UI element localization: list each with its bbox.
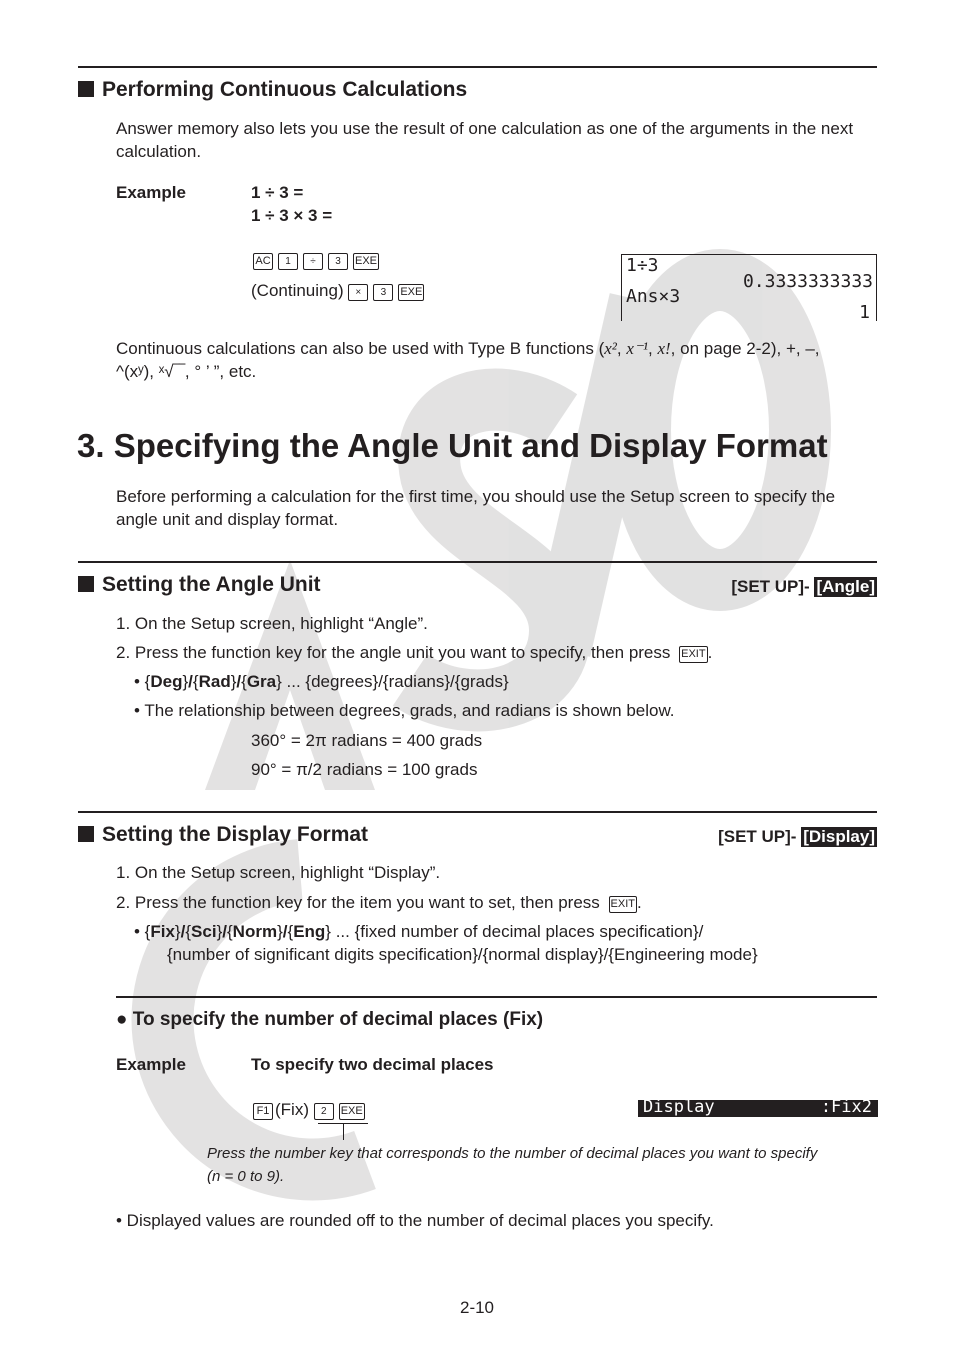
square-bullet-icon: [78, 576, 94, 592]
example-line-2: 1 ÷ 3 × 3 =: [251, 206, 333, 225]
exit-key[interactable]: EXIT: [609, 896, 637, 913]
f1-key[interactable]: F1: [253, 1103, 273, 1120]
angle-menu-tag: [Angle]: [816, 577, 875, 596]
example-label: Example: [116, 183, 186, 202]
pointer-stem: [343, 1123, 344, 1140]
fix-key-sequence: [253, 1098, 370, 1121]
fix-note-1: Press the number key that corresponds to the number of decimal places you want to specify: [207, 1145, 818, 1162]
angle-relationship: • The relationship between degrees, grads, and radians is shown below.: [134, 701, 675, 720]
chapter-title: 3. Specifying the Angle Unit and Display Format: [77, 427, 828, 464]
key-sequence-1: [253, 252, 384, 270]
display-menu-tag: [Display]: [803, 827, 875, 846]
divide-key[interactable]: ÷: [303, 253, 323, 270]
angle-options: • {Deg}/{Rad}/{Gra} ... {degrees}/{radians}/{grads}: [134, 672, 509, 691]
screen-line-2-expr: Ans×3: [626, 286, 681, 307]
angle-equation-1: 360° = 2π radians = 400 grads: [251, 731, 483, 750]
example-line-1: 1 ÷ 3 =: [251, 183, 304, 202]
fix-example-label: Example: [116, 1055, 186, 1074]
screen-line-2-result: 1: [859, 302, 870, 323]
square-bullet-icon: [78, 81, 94, 97]
fix-note-2: (n = 0 to 9).: [207, 1168, 285, 1185]
exit-key[interactable]: EXIT: [679, 646, 707, 663]
subsection-heading: ● To specify the number of decimal places (Fix): [116, 1009, 544, 1030]
calc-screen-fix: [638, 1097, 878, 1117]
page-number: 2-10: [459, 1298, 495, 1317]
fix-example-text: To specify two decimal places: [251, 1055, 494, 1074]
key-1[interactable]: 1: [278, 253, 298, 270]
key-sequence-2: [251, 279, 429, 302]
section-heading-continuous: Performing Continuous Calculations: [78, 78, 467, 102]
display-menu-path: [SET UP]- [Display]: [718, 827, 875, 846]
subsection-rule: [116, 996, 877, 998]
section-heading-angle: Setting the Angle Unit: [78, 573, 321, 597]
continuous-note: Continuous calculations can also be used with Type B functions (x², x⁻¹, x!, on page 2-2), +, –, ^(xʸ), ˣ√‾‾, ° ’ ”, etc.: [116, 339, 820, 381]
angle-step-2: 2. Press the function key for the angle unit you want to specify, then press EXIT .: [116, 643, 713, 662]
exe-key[interactable]: EXE: [398, 284, 424, 301]
key-3[interactable]: 3: [328, 253, 348, 270]
section-heading-display: Setting the Display Format: [78, 823, 368, 847]
section-rule: [78, 66, 877, 68]
round-bullet-icon: ●: [116, 1009, 128, 1030]
section-rule: [78, 811, 877, 813]
fix-label: (Fix): [275, 1100, 309, 1119]
screen-line-1-result: 0.3333333333: [742, 271, 873, 292]
section-rule: [78, 561, 877, 563]
square-bullet-icon: [78, 826, 94, 842]
angle-step-1: 1. On the Setup screen, highlight “Angle”.: [116, 614, 428, 633]
display-step-1: 1. On the Setup screen, highlight “Display”.: [116, 863, 441, 882]
screen-fix-value: :Fix2: [820, 1097, 872, 1117]
continuing-label: (Continuing): [251, 281, 344, 300]
rounding-note: • Displayed values are rounded off to the number of decimal places you specify.: [116, 1211, 714, 1230]
angle-menu-path: [SET UP]- [Angle]: [731, 577, 875, 596]
exe-key[interactable]: EXE: [339, 1103, 365, 1120]
display-options-desc: {number of significant digits specification}/{normal display}/{Engineering mode}: [167, 945, 758, 964]
chapter-intro: Before performing a calculation for the first time, you should use the Setup screen to specify the angle unit and display format.: [116, 487, 836, 529]
multiply-key[interactable]: ×: [348, 284, 368, 301]
screen-line-1-expr: 1÷3: [626, 255, 659, 276]
exe-key[interactable]: EXE: [353, 253, 379, 270]
screen-display-label: Display: [643, 1097, 715, 1117]
continuous-intro: Answer memory also lets you use the result of one calculation as one of the arguments in the next calculation.: [116, 119, 854, 161]
angle-equation-2: 90° = π/2 radians = 100 grads: [251, 760, 478, 779]
key-3[interactable]: 3: [373, 284, 393, 301]
calc-screen-continuous: [621, 254, 877, 321]
display-step-2: 2. Press the function key for the item you want to set, then press EXIT .: [116, 893, 642, 912]
key-2[interactable]: 2: [314, 1103, 334, 1120]
display-options: • {Fix}/{Sci}/{Norm}/{Eng} ... {fixed number of decimal places specification}/: [134, 922, 704, 941]
ac-key[interactable]: AC: [253, 253, 273, 270]
